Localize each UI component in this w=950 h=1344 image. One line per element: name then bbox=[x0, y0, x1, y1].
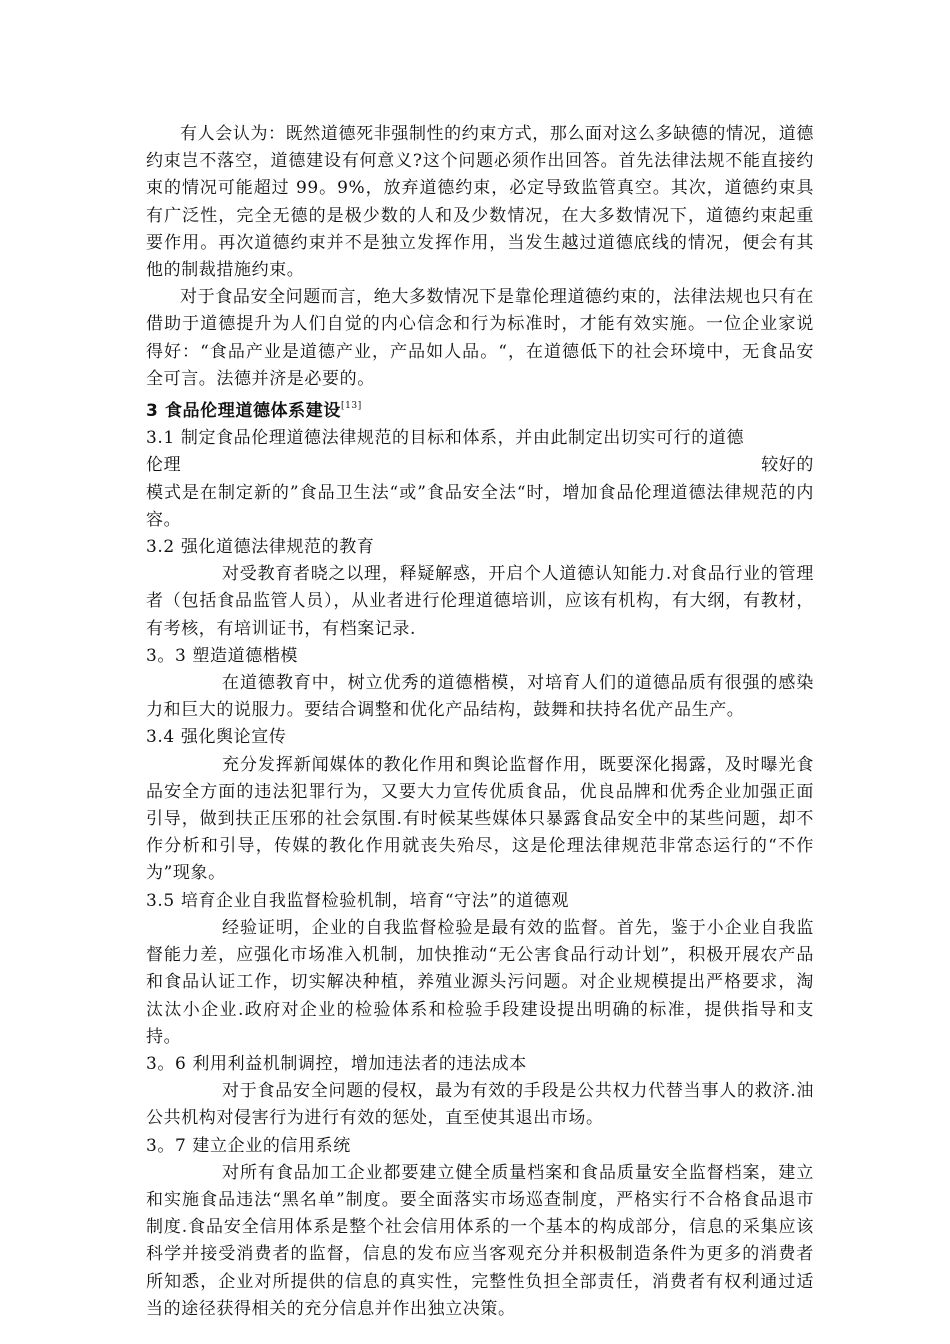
subsection-3-2-body: 对受教育者晓之以理，释疑解惑，开启个人道德认知能力.对食品行业的管理者（包括食品监管人员），从业者进行伦理道德培训，应该有机构，有大纲，有教材，有考核，有培训证书，有档案记录. bbox=[146, 564, 814, 639]
subsection-3-6-heading: 3。6 利用利益机制调控，增加违法者的违法成本 bbox=[146, 1053, 527, 1074]
paragraph-moral-constraint: 有人会认为：既然道德死非强制性的约束方式，那么面对这么多缺德的情况，道德约束岂不落空，道德建设有何意义?这个问题必须作出回答。首先法律法规不能直接约束的情况可能超过 99。9%，放弃道德约束，必定导致监管真空。其次，道德约束具有广泛性，完全无德的是极少数的人和及少数情况，在大多数情况下，道德约束起重要作用。再次道德约束并不是独立发挥作用，当发生越过道德底线的情况，便会有其他的制裁措施约束。 bbox=[146, 124, 814, 281]
subsection-3-4-body: 充分发挥新闻媒体的教化作用和舆论监督作用，既要深化揭露，及时曝光食品安全方面的违法犯罪行为，又要大力宣传优质食品，优良品牌和优秀企业加强正面引导，做到扶正压邪的社会氛围.有时候某些媒体只暴露食品安全中的某些问题，却不作分析和引导，传媒的教化作用就丧失殆尽，这是伦理法律规范非常态运行的“不作为”现象。 bbox=[146, 754, 814, 884]
section-heading-text: 3 食品伦理道德体系建设 bbox=[146, 401, 341, 422]
subsection-3-7-heading: 3。7 建立企业的信用系统 bbox=[146, 1135, 351, 1156]
subsection-3-1-line2-right: 较好的 bbox=[761, 455, 814, 476]
subsection-3-4-heading: 3.4 强化舆论宣传 bbox=[146, 727, 287, 748]
subsection-3-5-body: 经验证明，企业的自我监督检验是最有效的监督。首先，鉴于小企业自我监督能力差，应强化市场准入机制，加快推动“无公害食品行动计划”，积极开展农产品和食品认证工作，切实解决种植，养殖业源头污问题。对企业规模提出严格要求，淘汰汰小企业.政府对企业的检验体系和检验手段建设提出明确的标准，提供指导和支持。 bbox=[146, 917, 814, 1047]
subsection-3-3-heading: 3。3 塑造道德楷模 bbox=[146, 645, 299, 666]
subsection-3-3-body: 在道德教育中，树立优秀的道德楷模，对培育人们的道德品质有很强的感染力和巨大的说服力。要结合调整和优化产品结构，鼓舞和扶持名优产品生产。 bbox=[146, 673, 814, 721]
paragraph-food-safety-ethics: 对于食品安全问题而言，绝大多数情况下是靠伦理道德约束的，法律法规也只有在借助于道德提升为人们自觉的内心信念和行为标准时，才能有效实施。一位企业家说得好：“食品产业是道德产业，产品如人品。“，在道德低下的社会环境中，无食品安全可言。法德并济是必要的。 bbox=[146, 287, 814, 389]
subsection-3-6-body: 对于食品安全问题的侵权，最为有效的手段是公共权力代替当事人的救济.油公共机构对侵害行为进行有效的惩处，直至使其退出市场。 bbox=[146, 1081, 814, 1129]
subsection-3-1-line1: 3.1 制定食品伦理道德法律规范的目标和体系，并由此制定出切实可行的道德 bbox=[146, 428, 745, 449]
subsection-3-2-heading: 3.2 强化道德法律规范的教育 bbox=[146, 537, 375, 558]
subsection-3-1-line2-left: 伦理 bbox=[146, 455, 182, 476]
subsection-3-1-line2 bbox=[146, 452, 814, 479]
document-body bbox=[146, 121, 814, 1323]
subsection-3-7-body: 对所有食品加工企业都要建立健全质量档案和食品质量安全监督档案，建立和实施食品违法“黑名单”制度。要全面落实市场巡查制度，严格实行不合格食品退市制度.食品安全信用体系是整个社会信用体系的一个基本的构成部分，信息的采集应该科学并接受消费者的监督，信息的发布应当客观充分并积极制造条件为更多的消费者所知悉，企业对所提供的信息的真实性，完整性负担全部责任，消费者有权利通过适当的途径获得相关的充分信息并作出独立决策。 bbox=[146, 1162, 814, 1319]
citation-ref: [13] bbox=[340, 401, 362, 412]
section-heading bbox=[146, 393, 814, 425]
subsection-3-5-heading: 3.5 培育企业自我监督检验机制，培育“守法”的道德观 bbox=[146, 890, 570, 911]
subsection-3-1-body: 模式是在制定新的”食品卫生法“或”食品安全法“时，增加食品伦理道德法律规范的内容。 bbox=[146, 482, 814, 530]
